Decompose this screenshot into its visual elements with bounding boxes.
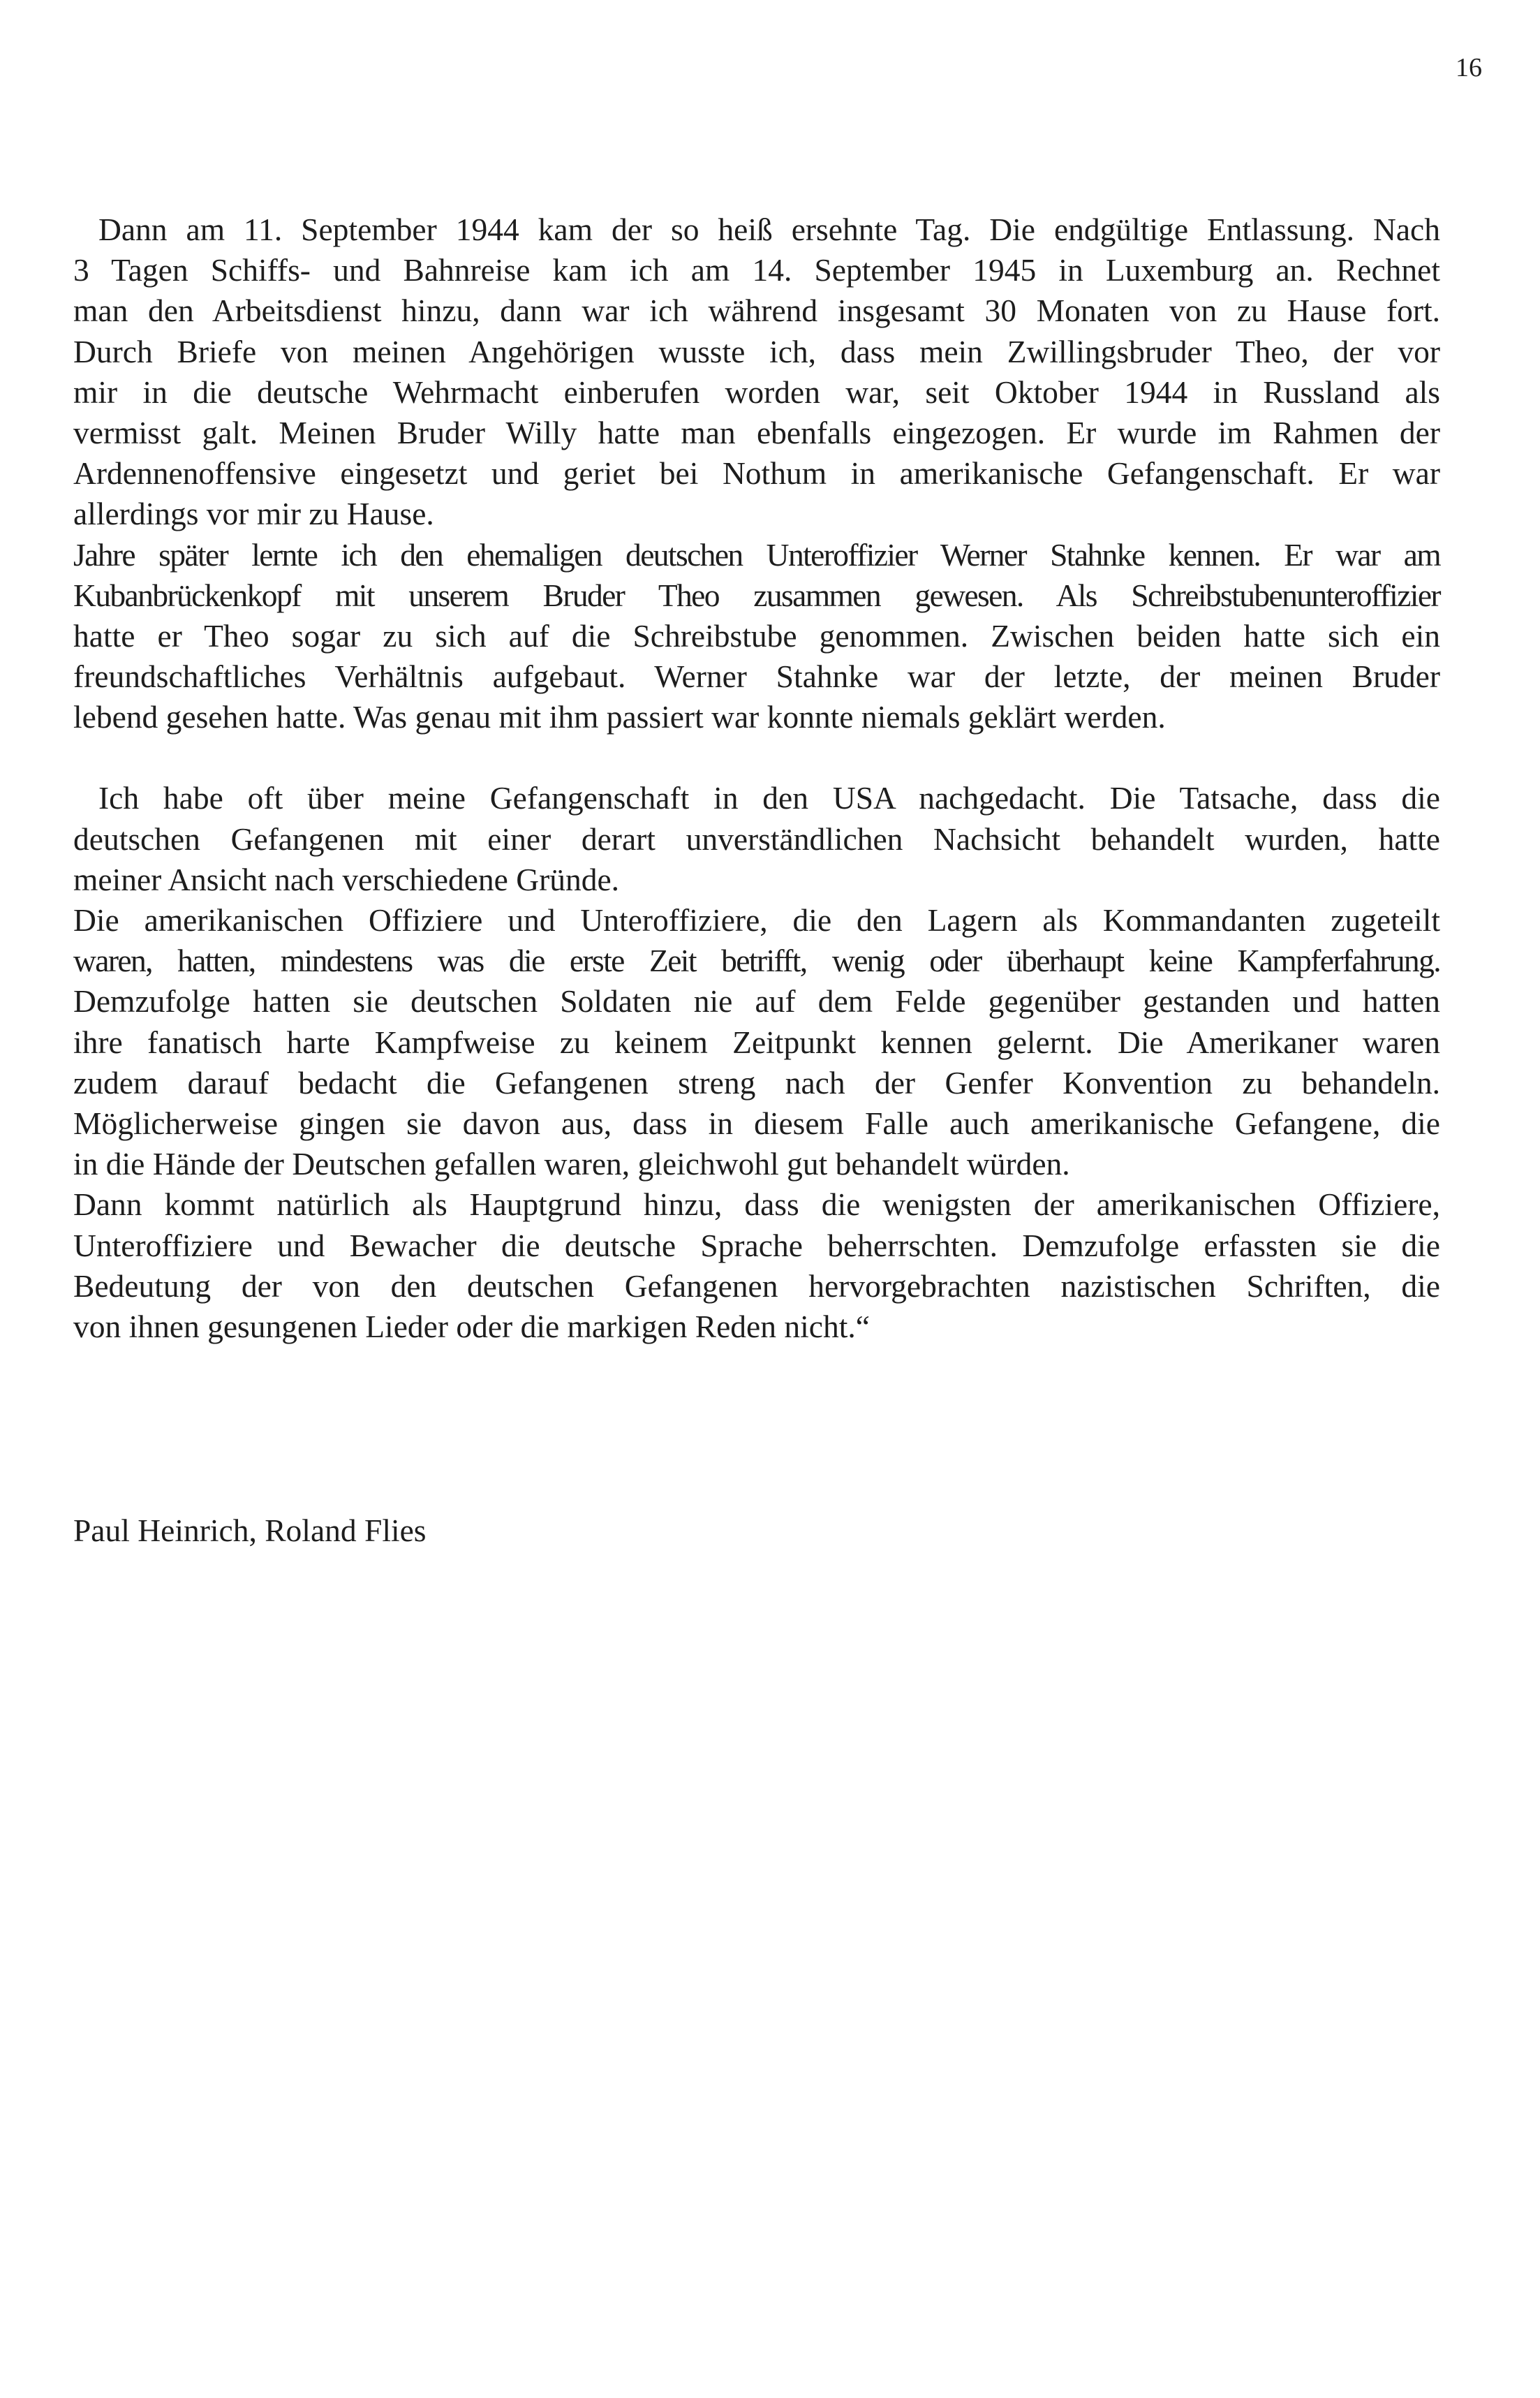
paragraph-spacer	[73, 737, 1440, 778]
text-line: mir in die deutsche Wehrmacht einberufen worden war, seit Oktober 1944 in Russland als	[73, 374, 1440, 410]
document-body	[73, 209, 1440, 1347]
text-line: Ardennenoffensive eingesetzt und geriet bei Nothum in amerikanische Gefangenschaft. Er war	[73, 455, 1440, 492]
text-line: freundschaftliches Verhältnis aufgebaut. Werner Stahnke war der letzte, der meinen Bruder	[73, 659, 1440, 695]
text-line: in die Hände der Deutschen gefallen waren, gleichwohl gut behandelt würden.	[73, 1146, 1070, 1182]
text-line: Demzufolge hatten sie deutschen Soldaten nie auf dem Felde gegenüber gestanden und hatten	[73, 983, 1440, 1020]
text-line: Kubanbrückenkopf mit unserem Bruder Theo zusammen gewesen. Als Schreibstubenunteroffizier	[73, 577, 1440, 613]
paragraph-discharge	[73, 209, 1440, 737]
text-line: von ihnen gesungenen Lieder oder die markigen Reden nicht.“	[73, 1308, 870, 1344]
text-line: Möglicherweise gingen sie davon aus, dass in diesem Falle auch amerikanische Gefangene, die	[73, 1105, 1440, 1141]
text-line: Dann am 11. September 1944 kam der so heiß ersehnte Tag. Die endgültige Entlassung. Nach	[98, 212, 1440, 247]
text-line: hatte er Theo sogar zu sich auf die Schreibstube genommen. Zwischen beiden hatte sich ein	[73, 617, 1440, 654]
text-line: meiner Ansicht nach verschiedene Gründe.	[73, 861, 620, 897]
text-line: ihre fanatisch harte Kampfweise zu keinem Zeitpunkt kennen gelernt. Die Amerikaner waren	[73, 1024, 1440, 1060]
text-line: waren, hatten, mindestens was die erste Zeit betrifft, wenig oder überhaupt keine Kampferfahrung.	[73, 943, 1440, 979]
text-line: zudem darauf bedacht die Gefangenen streng nach der Genfer Konvention zu behandeln.	[73, 1064, 1440, 1101]
paragraph-reflection	[73, 778, 1440, 1347]
text-line: 3 Tagen Schiffs- und Bahnreise kam ich am 14. September 1945 in Luxemburg an. Rechnet	[73, 252, 1440, 288]
text-line: Bedeutung der von den deutschen Gefangenen hervorgebrachten nazistischen Schriften, die	[73, 1267, 1440, 1304]
text-line: Die amerikanischen Offiziere und Unteroffiziere, die den Lagern als Kommandanten zugeteilt	[73, 902, 1440, 938]
text-line: Dann kommt natürlich als Hauptgrund hinzu, dass die wenigsten der amerikanischen Offiziere,	[73, 1186, 1440, 1223]
text-line: Ich habe oft über meine Gefangenschaft in den USA nachgedacht. Die Tatsache, dass die	[98, 780, 1440, 816]
text-line: deutschen Gefangenen mit einer derart unverständlichen Nachsicht behandelt wurden, hatte	[73, 821, 1440, 857]
text-line: Unteroffiziere und Bewacher die deutsche Sprache beherrschten. Demzufolge erfassten sie die	[73, 1227, 1440, 1263]
text-line: lebend gesehen hatte. Was genau mit ihm passiert war konnte niemals geklärt werden.	[73, 699, 1166, 735]
page-number: 16	[1456, 53, 1482, 82]
text-line: man den Arbeitsdienst hinzu, dann war ich während insgesamt 30 Monaten von zu Hause fort.	[73, 293, 1440, 329]
author-signature: Paul Heinrich, Roland Flies	[73, 1513, 427, 1548]
text-line: Jahre später lernte ich den ehemaligen deutschen Unteroffizier Werner Stahnke kennen. Er war am	[73, 536, 1440, 573]
text-line: vermisst galt. Meinen Bruder Willy hatte man ebenfalls eingezogen. Er wurde im Rahmen der	[73, 414, 1440, 450]
text-line: Durch Briefe von meinen Angehörigen wusste ich, dass mein Zwillingsbruder Theo, der vor	[73, 333, 1440, 369]
text-line: allerdings vor mir zu Hause.	[73, 496, 434, 532]
